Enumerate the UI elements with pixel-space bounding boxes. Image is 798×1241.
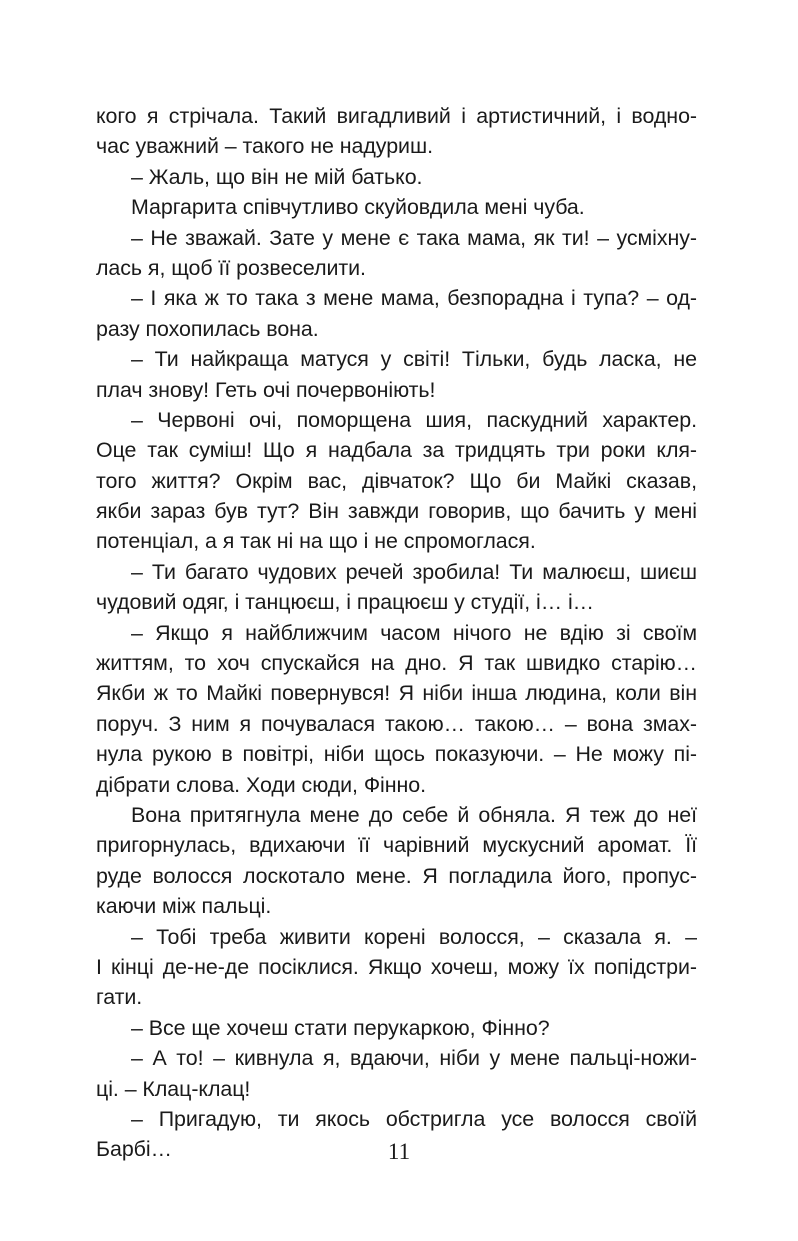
text-line: – Жаль, що він не мій батько. bbox=[131, 164, 423, 189]
paragraph bbox=[96, 192, 697, 222]
paragraph bbox=[96, 1013, 697, 1043]
text-line: – Тобі треба живити корені волосся, – сказала я. – bbox=[131, 924, 697, 949]
text-line: руде волосся лоскотало мене. Я погладила його, пропус- bbox=[96, 863, 697, 888]
page-number: 11 bbox=[387, 1139, 411, 1164]
paragraph bbox=[96, 223, 697, 284]
paragraph bbox=[96, 800, 697, 922]
text-line: гати. bbox=[96, 985, 143, 1010]
text-line: – А то! – кивнула я, вдаючи, ніби у мене пальці-ножи- bbox=[131, 1046, 697, 1071]
text-line: ці. – Клац-клац! bbox=[96, 1076, 251, 1101]
text-line: нула рукою в повітрі, ніби щось показуючи. – Не можу пі- bbox=[96, 742, 697, 767]
text-line: – І яка ж то така з мене мама, безпорадна і тупа? – од- bbox=[131, 286, 697, 311]
text-line: якби зараз був тут? Він завжди говорив, що бачить у мені bbox=[96, 499, 697, 524]
paragraph bbox=[96, 283, 697, 344]
text-line: І кінці де-не-де посіклися. Якщо хочеш, можу їх попідстри- bbox=[96, 954, 697, 979]
text-line: плач знову! Геть очі почервоніють! bbox=[96, 377, 436, 402]
text-line: кого я стрічала. Такий вигадливий і артистичний, і водно- bbox=[96, 104, 697, 128]
text-line: – Ти багато чудових речей зробила! Ти малюєш, шиєш bbox=[131, 559, 697, 584]
text-line: поруч. З ним я почувалася такою… такою… – вона змах- bbox=[96, 711, 697, 736]
text-line: – Все ще хочеш стати перукаркою, Фінно? bbox=[131, 1015, 550, 1040]
text-line: – Якщо я найближчим часом нічого не вдію зі своїм bbox=[131, 620, 697, 645]
text-line: каючи між пальці. bbox=[96, 894, 272, 919]
paragraph bbox=[96, 618, 697, 800]
text-line: час уважний – такого не надуриш. bbox=[96, 134, 433, 159]
text-line: життям, то хоч спускайся на дно. Я так швидко старію… bbox=[96, 651, 697, 676]
page-body-text bbox=[96, 101, 697, 1165]
text-line: Оце так суміш! Що я надбала за тридцять три роки кля- bbox=[96, 438, 697, 463]
text-line: – Не зважай. Зате у мене є така мама, як ти! – усміхну- bbox=[131, 225, 697, 250]
paragraph bbox=[96, 922, 697, 1013]
text-line: потенціал, а я так ні на що і не спромоглася. bbox=[96, 529, 536, 554]
text-line: чудовий одяг, і танцюєш, і працюєш у студії, і… і… bbox=[96, 590, 595, 615]
text-line: того життя? Окрім вас, дівчаток? Що би Майкі сказав, bbox=[96, 468, 697, 493]
text-line: Якби ж то Майкі повернувся! Я ніби інша людина, коли він bbox=[96, 681, 697, 706]
paragraph bbox=[96, 557, 697, 618]
text-line: – Червоні очі, поморщена шия, паскудний характер. bbox=[131, 407, 697, 432]
text-line: пригорнулась, вдихаючи її чарівний мускусний аромат. Її bbox=[96, 833, 697, 858]
paragraph bbox=[96, 101, 697, 162]
paragraph bbox=[96, 162, 697, 192]
text-line: лась я, щоб її розвеселити. bbox=[96, 255, 366, 280]
text-line: – Ти найкраща матуся у світі! Тільки, будь ласка, не bbox=[131, 347, 697, 372]
paragraph bbox=[96, 405, 697, 557]
paragraph bbox=[96, 1043, 697, 1104]
text-line: Вона притягнула мене до себе й обняла. Я теж до неї bbox=[131, 802, 697, 827]
text-line: разу похопилась вона. bbox=[96, 316, 319, 341]
text-line: Маргарита співчутливо скуйовдила мені чуба. bbox=[131, 195, 585, 220]
text-line: Барбі… bbox=[96, 1137, 172, 1162]
paragraph bbox=[96, 344, 697, 405]
text-line: дібрати слова. Ходи сюди, Фінно. bbox=[96, 772, 427, 797]
text-line: – Пригадую, ти якось обстригла усе волосся своїй bbox=[131, 1106, 697, 1131]
